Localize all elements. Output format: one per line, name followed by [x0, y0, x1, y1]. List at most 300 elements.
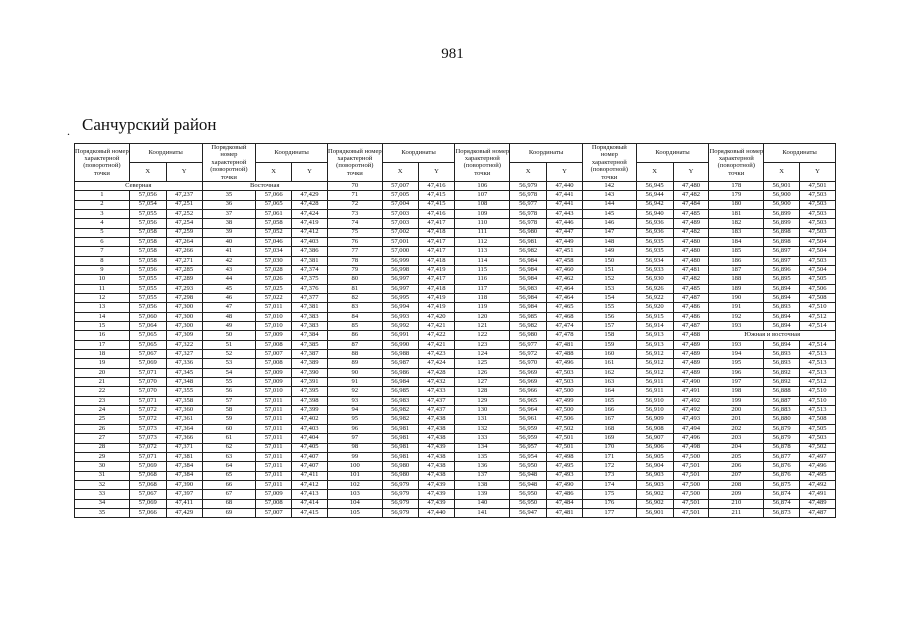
table-row [75, 499, 836, 508]
y-cell: 47,501 [673, 508, 709, 517]
x-cell: 56,894 [764, 294, 800, 303]
y-cell: 47,447 [547, 228, 583, 237]
x-cell: 57,052 [256, 228, 292, 237]
x-cell: 57,056 [129, 265, 166, 274]
x-cell: 57,058 [256, 219, 292, 228]
y-cell: 47,428 [292, 200, 328, 209]
point-number-cell: 65 [202, 471, 256, 480]
x-cell: 57,003 [382, 209, 418, 218]
x-cell: 57,055 [129, 209, 166, 218]
point-number-cell: 148 [582, 237, 636, 246]
x-cell: 56,990 [382, 340, 418, 349]
point-number-cell: 97 [327, 434, 382, 443]
x-cell: 56,982 [382, 415, 418, 424]
page-number: 981 [441, 46, 464, 62]
point-number-cell: 82 [327, 294, 382, 303]
x-cell: 56,942 [636, 200, 673, 209]
table-row [75, 443, 836, 452]
header-y: Y [547, 162, 583, 181]
point-number-cell: 73 [327, 209, 382, 218]
x-cell: 56,879 [764, 434, 800, 443]
y-cell: 47,500 [673, 480, 709, 489]
point-number-cell: 46 [202, 294, 256, 303]
y-cell: 47,503 [800, 228, 836, 237]
y-cell: 47,266 [166, 247, 202, 256]
point-number-cell: 151 [582, 265, 636, 274]
point-number-cell: 92 [327, 387, 382, 396]
y-cell: 47,480 [673, 237, 709, 246]
x-cell: 57,010 [256, 322, 292, 331]
y-cell: 47,403 [292, 237, 328, 246]
x-cell: 56,969 [510, 378, 547, 387]
y-cell: 47,403 [292, 424, 328, 433]
y-cell: 47,437 [418, 406, 455, 415]
header-coordinates: Координаты [129, 144, 202, 163]
table-body [75, 181, 836, 517]
y-cell: 47,458 [547, 256, 583, 265]
x-cell: 56,905 [636, 452, 673, 461]
x-cell: 56,900 [764, 200, 800, 209]
y-cell: 47,482 [673, 275, 709, 284]
y-cell: 47,415 [292, 508, 328, 517]
x-cell: 56,950 [510, 462, 547, 471]
point-number-cell: 74 [327, 219, 382, 228]
x-cell: 57,011 [256, 415, 292, 424]
x-cell: 56,901 [636, 508, 673, 517]
point-number-cell: 38 [202, 219, 256, 228]
y-cell: 47,496 [673, 434, 709, 443]
table-row [75, 387, 836, 396]
table-row [75, 378, 836, 387]
y-cell: 47,411 [166, 499, 202, 508]
x-cell: 56,997 [382, 275, 418, 284]
header-coordinates: Координаты [510, 144, 583, 163]
x-cell: 57,028 [256, 265, 292, 274]
x-cell: 56,876 [764, 462, 800, 471]
scan-mark: . [67, 124, 70, 138]
y-cell: 47,441 [547, 200, 583, 209]
header-point-number: Порядковый номер характерной (поворотной) точки [582, 144, 636, 182]
point-number-cell: 137 [455, 471, 510, 480]
point-number-cell: 72 [327, 200, 382, 209]
x-cell: 56,988 [382, 350, 418, 359]
point-number-cell: 11 [75, 284, 130, 293]
point-number-cell: 93 [327, 396, 382, 405]
x-cell: 56,954 [510, 452, 547, 461]
point-number-cell: 153 [582, 284, 636, 293]
table-row [75, 359, 836, 368]
x-cell: 57,011 [256, 406, 292, 415]
point-number-cell: 195 [709, 359, 764, 368]
point-number-cell: 115 [455, 265, 510, 274]
x-cell: 57,007 [256, 508, 292, 517]
point-number-cell: 123 [455, 340, 510, 349]
x-cell: 57,030 [256, 256, 292, 265]
point-number-cell: 75 [327, 228, 382, 237]
point-number-cell: 29 [75, 452, 130, 461]
x-cell: 56,966 [510, 387, 547, 396]
x-cell: 56,980 [382, 471, 418, 480]
x-cell: 57,065 [256, 200, 292, 209]
x-cell: 56,911 [636, 378, 673, 387]
x-cell: 56,979 [382, 508, 418, 517]
y-cell: 47,498 [673, 443, 709, 452]
x-cell: 56,907 [636, 434, 673, 443]
table-header [75, 144, 836, 182]
table-row [75, 434, 836, 443]
x-cell: 57,011 [256, 462, 292, 471]
x-cell: 57,002 [382, 228, 418, 237]
x-cell: 57,071 [129, 368, 166, 377]
x-cell: 56,981 [382, 443, 418, 452]
x-cell: 57,061 [256, 209, 292, 218]
y-cell: 47,449 [547, 237, 583, 246]
x-cell: 56,893 [764, 359, 800, 368]
x-cell: 57,004 [382, 200, 418, 209]
point-number-cell: 57 [202, 396, 256, 405]
y-cell: 47,254 [166, 219, 202, 228]
y-cell: 47,460 [547, 265, 583, 274]
point-number-cell: 120 [455, 312, 510, 321]
y-cell: 47,300 [166, 312, 202, 321]
header-x: X [129, 162, 166, 181]
point-number-cell: 176 [582, 499, 636, 508]
x-cell: 57,010 [256, 387, 292, 396]
y-cell: 47,336 [166, 359, 202, 368]
point-number-cell: 136 [455, 462, 510, 471]
point-number-cell: 79 [327, 265, 382, 274]
point-number-cell: 194 [709, 350, 764, 359]
header-x: X [382, 162, 418, 181]
y-cell: 47,355 [166, 387, 202, 396]
y-cell: 47,510 [800, 396, 836, 405]
point-number-cell: 127 [455, 378, 510, 387]
y-cell: 47,413 [292, 490, 328, 499]
x-cell: 57,060 [129, 312, 166, 321]
point-number-cell: 174 [582, 480, 636, 489]
y-cell: 47,484 [673, 200, 709, 209]
point-number-cell: 26 [75, 424, 130, 433]
y-cell: 47,462 [547, 275, 583, 284]
y-cell: 47,412 [292, 228, 328, 237]
y-cell: 47,513 [800, 406, 836, 415]
x-cell: 56,985 [382, 387, 418, 396]
y-cell: 47,395 [292, 387, 328, 396]
point-number-cell: 49 [202, 322, 256, 331]
district-title: Санчурский район [82, 115, 217, 134]
x-cell: 56,910 [636, 396, 673, 405]
x-cell: 57,001 [382, 237, 418, 246]
y-cell: 47,424 [418, 359, 455, 368]
y-cell: 47,498 [547, 452, 583, 461]
x-cell: 57,056 [129, 219, 166, 228]
point-number-cell: 88 [327, 350, 382, 359]
y-cell: 47,377 [292, 294, 328, 303]
header-point-number: Порядковый номер характерной (поворотной) точки [202, 144, 256, 182]
x-cell: 56,957 [510, 443, 547, 452]
point-number-cell: 119 [455, 303, 510, 312]
x-cell: 57,007 [256, 350, 292, 359]
x-cell: 57,058 [129, 256, 166, 265]
x-cell: 57,009 [256, 331, 292, 340]
point-number-cell: 175 [582, 490, 636, 499]
point-number-cell: 207 [709, 471, 764, 480]
y-cell: 47,505 [800, 424, 836, 433]
x-cell: 56,914 [636, 322, 673, 331]
y-cell: 47,437 [418, 396, 455, 405]
x-cell: 56,874 [764, 499, 800, 508]
x-cell: 56,979 [382, 490, 418, 499]
y-cell: 47,503 [800, 191, 836, 200]
x-cell: 56,902 [636, 490, 673, 499]
point-number-cell: 199 [709, 396, 764, 405]
y-cell: 47,411 [292, 471, 328, 480]
x-cell: 56,979 [382, 480, 418, 489]
point-number-cell: 63 [202, 452, 256, 461]
point-number-cell: 14 [75, 312, 130, 321]
x-cell: 56,983 [510, 284, 547, 293]
point-number-cell: 66 [202, 480, 256, 489]
header-point-number: Порядковый номер характерной (поворотной) точки [455, 144, 510, 182]
y-cell: 47,505 [800, 275, 836, 284]
x-cell: 56,883 [764, 406, 800, 415]
x-cell: 56,950 [510, 499, 547, 508]
y-cell: 47,496 [547, 359, 583, 368]
point-number-cell: 205 [709, 452, 764, 461]
y-cell: 47,486 [547, 490, 583, 499]
x-cell: 56,903 [636, 480, 673, 489]
point-number-cell: 50 [202, 331, 256, 340]
y-cell: 47,502 [547, 424, 583, 433]
x-cell: 56,880 [764, 415, 800, 424]
point-number-cell: 27 [75, 434, 130, 443]
point-number-cell: 10 [75, 275, 130, 284]
x-cell: 57,058 [129, 237, 166, 246]
table-row [75, 191, 836, 200]
y-cell: 47,484 [547, 499, 583, 508]
point-number-cell: 5 [75, 228, 130, 237]
header-coordinates: Координаты [636, 144, 709, 163]
point-number-cell: 35 [202, 191, 256, 200]
y-cell: 47,402 [292, 415, 328, 424]
y-cell: 47,487 [800, 508, 836, 517]
table-row [75, 471, 836, 480]
x-cell: 57,067 [129, 490, 166, 499]
point-number-cell: 201 [709, 415, 764, 424]
x-cell: 56,893 [764, 303, 800, 312]
point-number-cell: 146 [582, 219, 636, 228]
table-row [75, 256, 836, 265]
point-number-cell: 32 [75, 480, 130, 489]
y-cell: 47,493 [547, 471, 583, 480]
point-number-cell: 177 [582, 508, 636, 517]
point-number-cell: 122 [455, 331, 510, 340]
x-cell: 56,912 [636, 368, 673, 377]
point-number-cell: 36 [202, 200, 256, 209]
y-cell: 47,503 [800, 209, 836, 218]
y-cell: 47,389 [292, 359, 328, 368]
point-number-cell: 109 [455, 209, 510, 218]
y-cell: 47,371 [166, 443, 202, 452]
x-cell: 56,935 [636, 247, 673, 256]
point-number-cell: 167 [582, 415, 636, 424]
y-cell: 47,385 [292, 340, 328, 349]
point-number-cell: 25 [75, 415, 130, 424]
x-cell: 56,892 [764, 378, 800, 387]
point-number-cell: 60 [202, 424, 256, 433]
x-cell: 56,972 [510, 350, 547, 359]
y-cell: 47,399 [292, 406, 328, 415]
point-number-cell: 12 [75, 294, 130, 303]
point-number-cell: 179 [709, 191, 764, 200]
x-cell: 57,067 [129, 350, 166, 359]
point-number-cell: 183 [709, 228, 764, 237]
y-cell: 47,478 [547, 331, 583, 340]
x-cell: 57,069 [129, 359, 166, 368]
point-number-cell: 59 [202, 415, 256, 424]
point-number-cell: 184 [709, 237, 764, 246]
x-cell: 56,978 [510, 219, 547, 228]
x-cell: 56,979 [382, 499, 418, 508]
y-cell: 47,419 [418, 294, 455, 303]
y-cell: 47,503 [547, 368, 583, 377]
x-cell: 56,933 [636, 265, 673, 274]
point-number-cell: 2 [75, 200, 130, 209]
point-number-cell: 80 [327, 275, 382, 284]
point-number-cell: 18 [75, 350, 130, 359]
y-cell: 47,501 [673, 471, 709, 480]
x-cell: 57,072 [129, 415, 166, 424]
point-number-cell: 171 [582, 452, 636, 461]
x-cell: 56,922 [636, 294, 673, 303]
x-cell: 57,055 [129, 284, 166, 293]
y-cell: 47,405 [292, 443, 328, 452]
point-number-cell: 58 [202, 406, 256, 415]
point-number-cell: 206 [709, 462, 764, 471]
point-number-cell: 91 [327, 378, 382, 387]
point-number-cell: 129 [455, 396, 510, 405]
x-cell: 57,009 [256, 490, 292, 499]
section-east-label: Восточная [202, 181, 327, 190]
y-cell: 47,418 [418, 256, 455, 265]
y-cell: 47,407 [292, 462, 328, 471]
y-cell: 47,506 [547, 415, 583, 424]
y-cell: 47,418 [418, 228, 455, 237]
x-cell: 56,899 [764, 209, 800, 218]
point-number-cell: 182 [709, 219, 764, 228]
point-number-cell: 128 [455, 387, 510, 396]
point-number-cell: 121 [455, 322, 510, 331]
point-number-cell: 3 [75, 209, 130, 218]
y-cell: 47,416 [418, 209, 455, 218]
x-cell: 57,000 [382, 247, 418, 256]
y-cell: 47,508 [800, 415, 836, 424]
x-cell: 57,008 [256, 499, 292, 508]
y-cell: 47,504 [800, 237, 836, 246]
x-cell: 56,998 [382, 265, 418, 274]
x-cell: 56,873 [764, 508, 800, 517]
y-cell: 47,439 [418, 480, 455, 489]
point-number-cell: 149 [582, 247, 636, 256]
x-cell: 57,046 [256, 237, 292, 246]
y-cell: 47,495 [547, 462, 583, 471]
point-number-cell: 130 [455, 406, 510, 415]
table-row [75, 284, 836, 293]
point-number-cell: 16 [75, 331, 130, 340]
y-cell: 47,497 [800, 452, 836, 461]
x-cell: 57,056 [129, 191, 166, 200]
point-number-cell: 143 [582, 191, 636, 200]
x-cell: 56,978 [510, 209, 547, 218]
y-cell: 47,446 [547, 219, 583, 228]
point-number-cell: 192 [709, 312, 764, 321]
coordinates-table [74, 143, 836, 518]
x-cell: 56,911 [636, 387, 673, 396]
x-cell: 57,011 [256, 303, 292, 312]
y-cell: 47,376 [292, 284, 328, 293]
y-cell: 47,252 [166, 209, 202, 218]
y-cell: 47,491 [800, 490, 836, 499]
x-cell: 56,902 [636, 499, 673, 508]
header-coordinates: Координаты [764, 144, 836, 163]
y-cell: 47,500 [673, 452, 709, 461]
point-number-cell: 162 [582, 368, 636, 377]
point-number-cell: 69 [202, 508, 256, 517]
y-cell: 47,474 [547, 322, 583, 331]
y-cell: 47,492 [800, 480, 836, 489]
x-cell: 56,894 [764, 312, 800, 321]
x-cell: 56,876 [764, 471, 800, 480]
y-cell: 47,361 [166, 415, 202, 424]
x-cell: 57,011 [256, 443, 292, 452]
point-number-cell: 126 [455, 368, 510, 377]
y-cell: 47,489 [673, 350, 709, 359]
x-cell: 56,999 [382, 256, 418, 265]
table-row [75, 265, 836, 274]
y-cell: 47,439 [418, 499, 455, 508]
x-cell: 56,906 [636, 443, 673, 452]
y-cell: 47,482 [673, 191, 709, 200]
y-cell: 47,397 [166, 490, 202, 499]
point-number-cell: 113 [455, 247, 510, 256]
point-number-cell: 17 [75, 340, 130, 349]
x-cell: 56,984 [510, 294, 547, 303]
y-cell: 47,487 [673, 322, 709, 331]
x-cell: 57,009 [256, 378, 292, 387]
x-cell: 56,982 [510, 247, 547, 256]
y-cell: 47,423 [418, 350, 455, 359]
point-number-cell: 62 [202, 443, 256, 452]
x-cell: 56,948 [510, 480, 547, 489]
header-coordinates: Координаты [382, 144, 455, 163]
point-number-cell: 77 [327, 247, 382, 256]
y-cell: 47,441 [547, 191, 583, 200]
table-row [75, 303, 836, 312]
y-cell: 47,510 [800, 387, 836, 396]
point-number-cell: 15 [75, 322, 130, 331]
x-cell: 56,970 [510, 359, 547, 368]
x-cell: 56,991 [382, 331, 418, 340]
x-cell: 56,934 [636, 256, 673, 265]
x-cell: 56,981 [382, 434, 418, 443]
x-cell: 57,034 [256, 247, 292, 256]
point-number-cell: 135 [455, 452, 510, 461]
y-cell: 47,490 [673, 378, 709, 387]
y-cell: 47,493 [673, 415, 709, 424]
x-cell: 56,893 [764, 350, 800, 359]
y-cell: 47,438 [418, 424, 455, 433]
x-cell: 56,912 [636, 350, 673, 359]
